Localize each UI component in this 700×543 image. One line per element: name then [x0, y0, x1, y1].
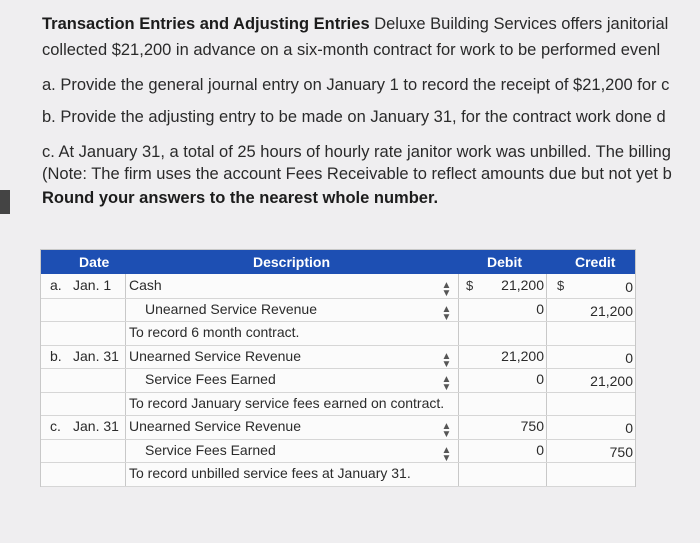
problem-title	[42, 15, 668, 34]
entry-label: a.	[50, 277, 62, 293]
select-updown-icon[interactable]: ▲▼	[441, 350, 452, 367]
select-updown-icon[interactable]: ▲▼	[441, 303, 452, 320]
row-divider	[41, 486, 635, 487]
header-credit: Credit	[575, 254, 616, 270]
entry-explanation: To record January service fees earned on contract.	[129, 394, 445, 411]
vline-debit	[546, 274, 547, 486]
rounding-instruction: Round your answers to the nearest whole number.	[42, 189, 439, 207]
problem-note: (Note: The firm uses the account Fees Receivable to reflect amounts due but not yet b	[42, 165, 672, 183]
problem-title-rest: Deluxe Building Services offers janitorial	[369, 15, 669, 33]
row-divider	[41, 298, 635, 299]
select-updown-icon[interactable]: ▲▼	[441, 444, 452, 461]
vline-date	[125, 274, 126, 486]
select-updown-icon[interactable]: ▲▼	[441, 374, 452, 390]
debit-account-select[interactable]: Unearned Service Revenue	[129, 418, 301, 434]
debit-amount-input[interactable]: 0	[536, 441, 544, 458]
row-divider	[41, 392, 635, 393]
debit-amount-input[interactable]: 0	[536, 300, 544, 317]
problem-title-bold: Transaction Entries and Adjusting Entries	[42, 15, 370, 33]
entry-label: b.	[50, 347, 62, 364]
debit-amount-input[interactable]: 750	[520, 418, 544, 434]
entry-explanation: To record 6 month contract.	[129, 324, 300, 340]
problem-part-b: b. Provide the adjusting entry to be made on January 31, for the contract work done d	[42, 108, 666, 126]
select-updown-icon[interactable]: ▲▼	[441, 421, 452, 437]
table-header	[41, 250, 635, 274]
debit-account-select[interactable]: Unearned Service Revenue	[129, 347, 301, 364]
entry-explanation: To record unbilled service fees at January 31.	[129, 465, 411, 481]
credit-amount-input[interactable]: 21,200	[590, 302, 633, 319]
debit-dollar-sign: $	[466, 278, 474, 293]
row-divider	[41, 321, 635, 322]
entry-date: Jan. 31	[73, 418, 119, 434]
debit-amount-input[interactable]: 21,200	[501, 277, 544, 293]
problem-text-collected: collected $21,200 in advance on a six-month contract for work to be performed evenl	[42, 41, 661, 59]
header-debit: Debit	[487, 254, 522, 270]
row-divider	[41, 462, 635, 463]
debit-amount-input[interactable]: 21,200	[501, 347, 544, 364]
credit-account-select[interactable]: Service Fees Earned	[145, 371, 276, 387]
row-divider	[41, 368, 635, 369]
credit-account-select[interactable]: Unearned Service Revenue	[145, 300, 317, 317]
credit-amount-input[interactable]: 750	[609, 443, 633, 460]
problem-part-a: a. Provide the general journal entry on January 1 to record the receipt of $21,200 for c	[42, 76, 670, 94]
entry-date: Jan. 31	[73, 347, 119, 364]
left-margin-marker	[0, 190, 10, 214]
credit-amount-input[interactable]: 21,200	[590, 373, 633, 389]
credit-amount-input[interactable]: 0	[625, 279, 633, 295]
entry-label: c.	[50, 418, 61, 434]
select-updown-icon[interactable]: ▲▼	[441, 280, 452, 296]
problem-part-c: c. At January 31, a total of 25 hours of hourly rate janitor work was unbilled. The billing	[42, 143, 671, 161]
credit-amount-input[interactable]: 0	[625, 420, 633, 436]
entry-date: Jan. 1	[73, 277, 112, 293]
row-divider	[41, 439, 635, 440]
row-divider	[41, 415, 635, 416]
debit-amount-input[interactable]: 0	[536, 371, 544, 387]
credit-amount-input[interactable]: 0	[625, 349, 633, 366]
vline-desc	[458, 274, 459, 486]
journal-entry-table	[40, 249, 636, 487]
credit-account-select[interactable]: Service Fees Earned	[145, 441, 276, 458]
header-date: Date	[79, 254, 110, 270]
debit-account-select[interactable]: Cash	[129, 277, 162, 293]
row-divider	[41, 345, 635, 346]
header-description: Description	[253, 254, 331, 270]
credit-dollar-sign: $	[557, 278, 565, 293]
